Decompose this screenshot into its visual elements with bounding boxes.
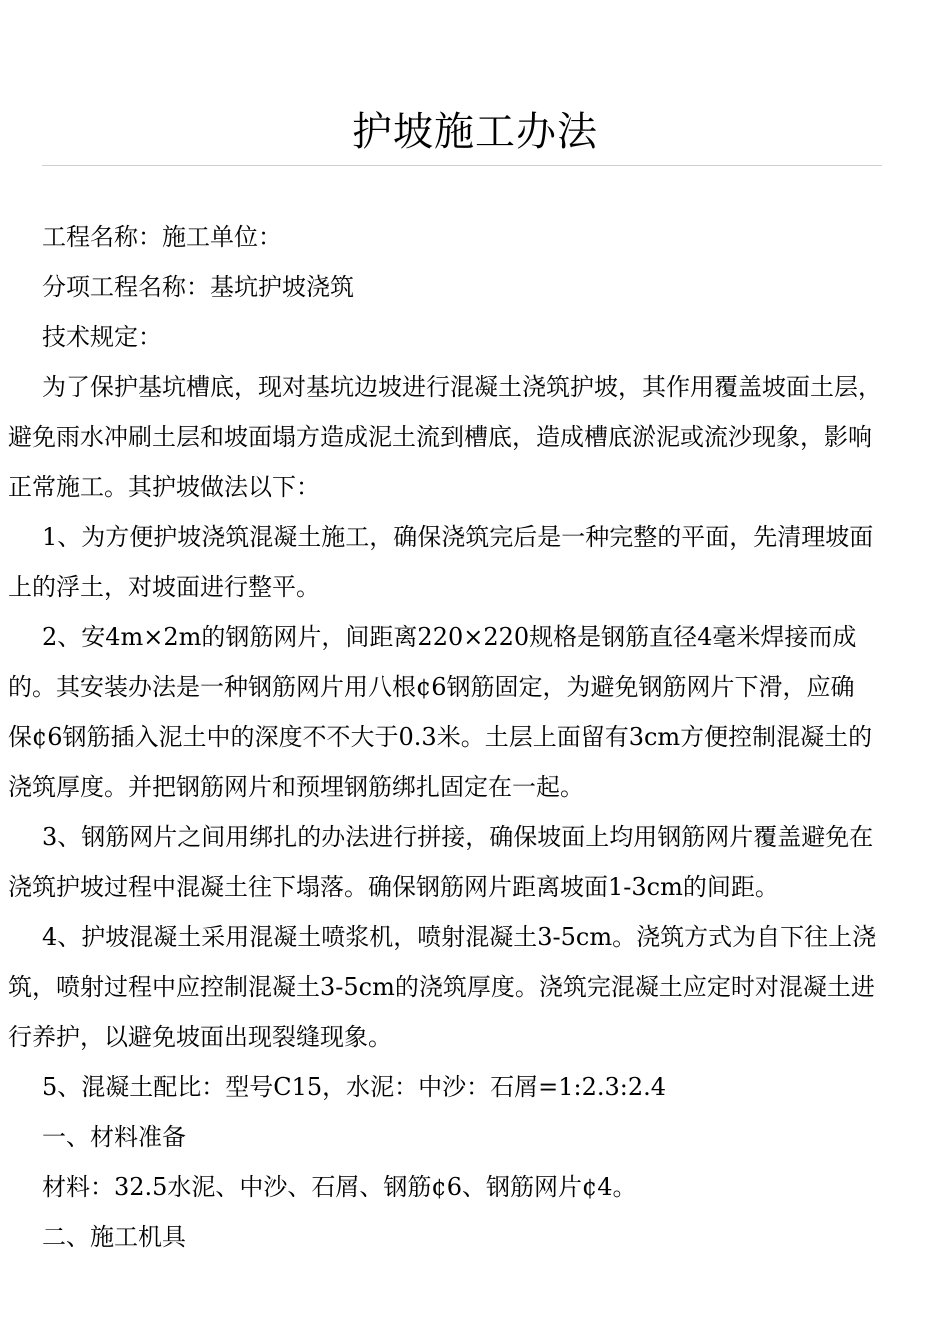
paragraph-intro: 为了保护基坑槽底，现对基坑边坡进行混凝土浇筑护坡，其作用覆盖坡面土层，避免雨水冲刷土层和坡面塌方造成泥土流到槽底，造成槽底淤泥或流沙现象，影响正常施工。其护坡做法以下：	[8, 373, 882, 501]
paragraph-technical-requirements: 技术规定：	[42, 323, 162, 351]
paragraph-step-3: 3、钢筋网片之间用绑扎的办法进行拼接，确保坡面上均用钢筋网片覆盖避免在浇筑护坡过程中混凝土往下塌落。确保钢筋网片距离坡面1-3cm的间距。	[8, 823, 874, 901]
paragraph-step-4: 4、护坡混凝土采用混凝土喷浆机，喷射混凝土3-5cm。浇筑方式为自下往上浇筑，喷射过程中应控制混凝土3-5cm的浇筑厚度。浇筑完混凝土应定时对混凝土进行养护，以避免坡面出现裂缝现象。	[8, 923, 877, 1051]
section-heading-materials: 一、材料准备	[42, 1123, 186, 1151]
paragraph-step-2: 2、安4m×2m的钢筋网片，间距离220×220规格是钢筋直径4毫米焊接而成的。其安装办法是一种钢筋网片用八根¢6钢筋固定，为避免钢筋网片下滑，应确保¢6钢筋插入泥土中的深度不不大于0.3米。土层上面留有3cm方便控制混凝土的浇筑厚度。并把钢筋网片和预埋钢筋绑扎固定在一起。	[8, 623, 873, 801]
paragraph-project-name: 工程名称：施工单位：	[42, 223, 282, 251]
document-body	[8, 212, 893, 1262]
paragraph-step-1: 1、为方便护坡浇筑混凝土施工，确保浇筑完后是一种完整的平面，先清理坡面上的浮土，对坡面进行整平。	[8, 523, 874, 601]
paragraph-subproject-name: 分项工程名称：基坑护坡浇筑	[42, 273, 354, 301]
paragraph-step-5: 5、混凝土配比：型号C15，水泥：中沙：石屑=1:2.3:2.4	[42, 1073, 667, 1101]
title-divider	[42, 165, 882, 166]
section-heading-equipment: 二、施工机具	[42, 1223, 186, 1251]
document-title: 护坡施工办法	[352, 109, 598, 155]
paragraph-materials: 材料：32.5水泥、中沙、石屑、钢筋¢6、钢筋网片¢4。	[42, 1173, 637, 1201]
